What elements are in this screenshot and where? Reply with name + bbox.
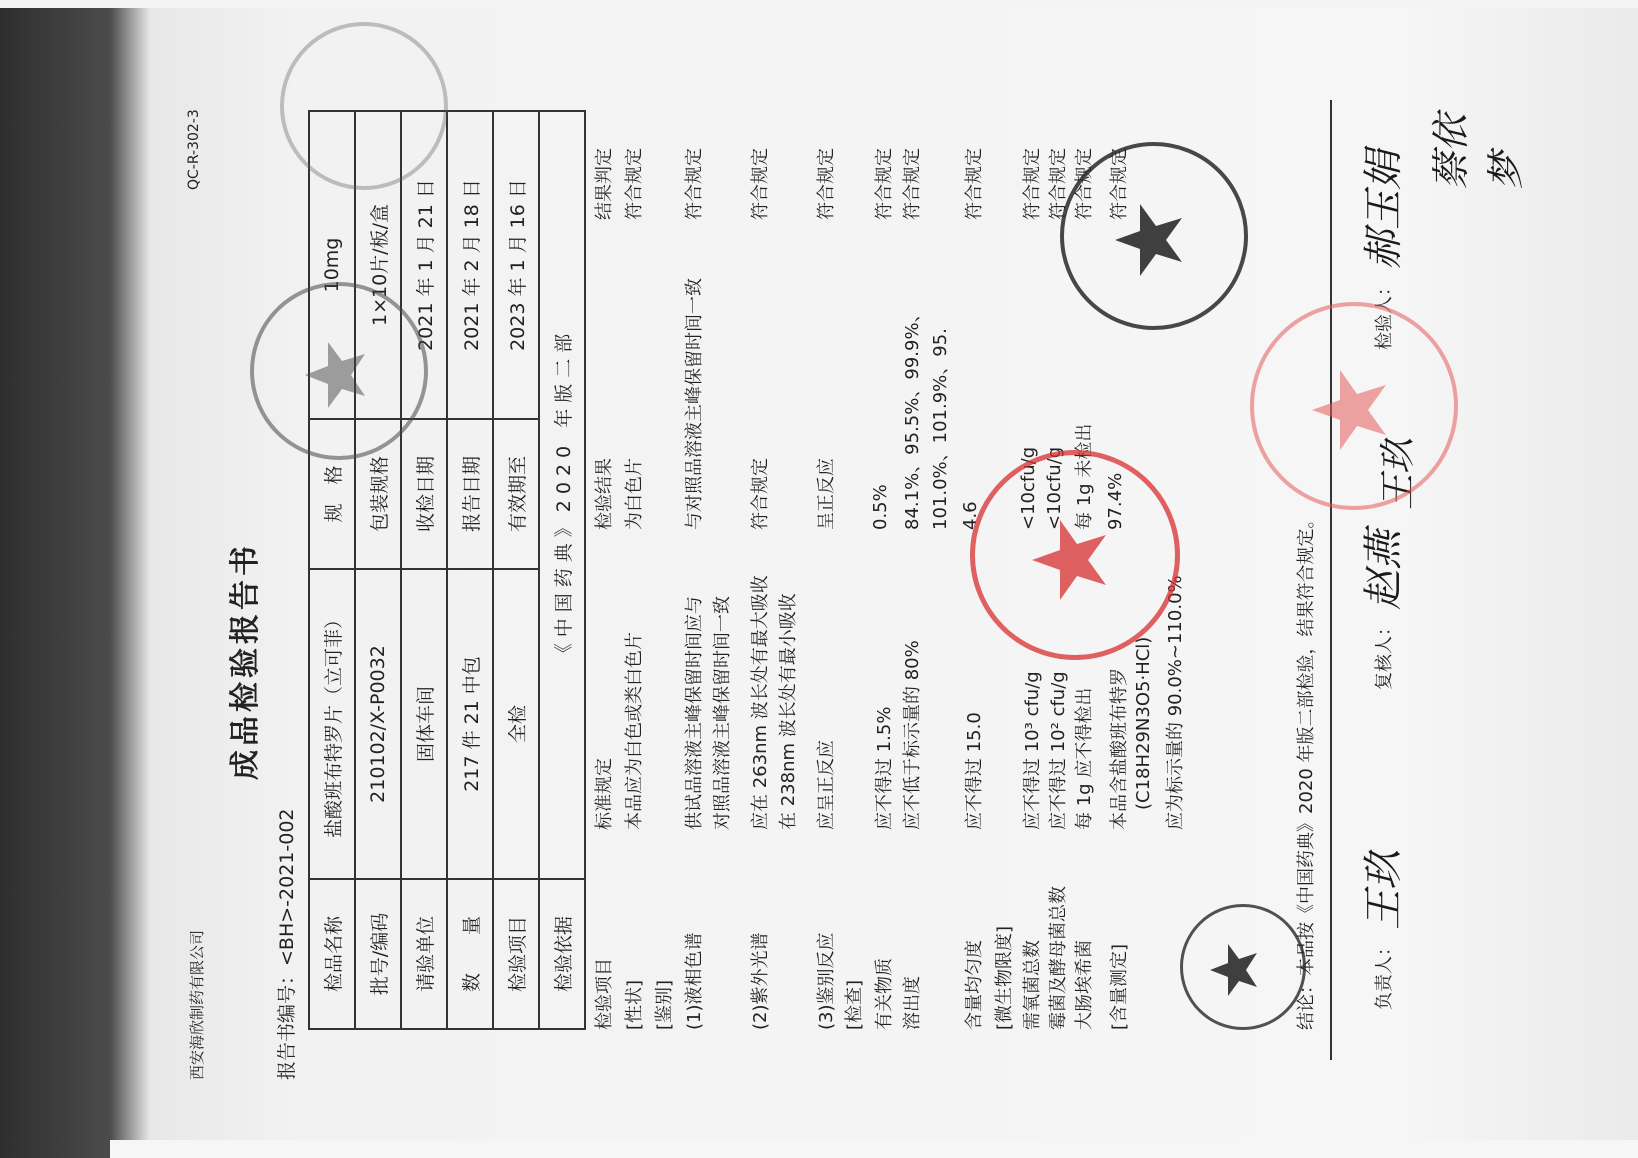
section-label: [微生物限度] [994,925,1015,1030]
standard-text: 本品应为白色或类白色片 [624,632,645,830]
inspector-signature: 郝玉娟 [1361,150,1407,270]
info-label: 请验单位 [401,879,447,1029]
basis-label: 检验依据 [539,879,585,1029]
info-label: 报告日期 [447,419,493,569]
header-item: 检验项目 [594,958,615,1030]
standard-text-line2: 在 238nm 波长处有最小吸收 [778,593,799,830]
section-label: [检查] [844,979,865,1030]
header-standard: 标准规定 [594,758,615,830]
info-label: 包装规格 [355,419,401,569]
black-stamp-star-icon [1060,150,1240,330]
judge-text: 符合规定 [964,148,985,220]
result-text: 0.5% [870,484,891,530]
qc-stamp-star-icon [1180,910,1300,1030]
conclusion-text: 结论：本品按《中国药典》2020 年版二部检验，结果符合规定。 [1296,510,1317,1030]
reviewer-signature: 赵燕 [1361,530,1407,610]
inspector-label: 检验人： [1374,278,1395,350]
report-title: 成品检验报告书 [228,542,263,780]
info-value: 2021 年 2 月 18 日 [447,111,493,419]
report-number [272,808,299,1080]
form-code: QC-R-302-3 [186,109,202,190]
item-label: 有关物质 [874,958,895,1030]
info-label: 规 格 [309,419,355,569]
info-value: 217 件 21 中包 [447,569,493,879]
reviewer-signature-2: 王玖 [1378,437,1419,510]
standard-text: 应不得过 10² cfu/g [1048,671,1069,830]
result-text: 呈正反应 [816,458,837,530]
judge-text: 符合规定 [1048,148,1069,220]
judge-text: 符合规定 [684,148,705,220]
info-value: 1×10片/板/盒 [355,111,401,419]
judge-text: 符合规定 [1022,148,1043,220]
judge-text: 符合规定 [816,148,837,220]
judge-text: 符合规定 [874,148,895,220]
standard-text-line2: (C18H29N3O5·HCl) [1133,636,1154,810]
result-text: 符合规定 [750,458,771,530]
info-table [308,110,586,1030]
info-label: 检验项目 [493,879,539,1029]
standard-text: 应不得过 1.5% [874,706,895,830]
header-result: 检验结果 [594,458,615,530]
item-label: (2)紫外光谱 [750,932,771,1030]
info-value: 2021 年 1 月 21 日 [401,111,447,419]
item-label: [性状] [624,979,645,1030]
company-stamp [250,282,428,460]
item-label: 霉菌及酵母菌总数 [1048,886,1069,1030]
standard-text: 应不低于标示量的 80% [902,640,923,830]
info-value: 10mg [309,111,355,419]
red-stamp-1 [970,450,1180,660]
black-stamp [1060,142,1248,330]
judge-text: 符合规定 [1109,148,1130,220]
info-label: 数 量 [447,879,493,1029]
report-number-label: 报告书编号： [276,965,298,1080]
responsible-signature: 王玖 [1361,850,1407,930]
responsible-label: 负责人： [1374,938,1395,1010]
standard-text: 应不得过 15.0 [964,712,985,830]
company-name: 西安海欣制药有限公司 [188,929,206,1080]
judge-text: 符合规定 [624,148,645,220]
item-label: 含量均匀度 [964,940,985,1030]
handwritten-signature: 蔡依梦 [1429,113,1528,190]
result-text: 为白色片 [624,458,645,530]
scan-edge-bottom [110,1140,1638,1158]
result-text: 每 1g 未检出 [1074,423,1095,530]
info-label: 收检日期 [401,419,447,569]
red-stamp-2-star-icon [1250,310,1450,510]
standard-text: 应不得过 10³ cfu/g [1022,671,1043,830]
item-label: [含量测定] [1109,943,1130,1030]
qc-stamp [1180,904,1306,1030]
signature-divider [1330,100,1332,1060]
faded-stamp [280,22,448,190]
scan-edge-top [0,0,1638,8]
info-row [493,111,539,1029]
standard-text: 每 1g 应不得检出 [1074,687,1095,830]
result-text: 84.1%、95.5%、99.9%、 [902,304,923,530]
item-label: (1)液相色谱 [684,932,705,1030]
info-value: 210102/X-P0032 [355,569,401,879]
basis-row [539,111,585,1029]
item-label: 需氧菌总数 [1022,940,1043,1030]
info-row [309,111,355,1029]
info-row [447,111,493,1029]
basis-value: 《中国药典》2020 年版二部 [539,111,585,879]
standard-text-line2: 对照品溶液主峰保留时间一致 [712,596,733,830]
red-stamp-2 [1250,302,1458,510]
section-label: [鉴别] [654,979,675,1030]
result-text: <10cfu/g [1018,446,1039,530]
standard-text: 供试品溶液主峰保留时间应与 [684,596,705,830]
standard-text-line3: 应为标示量的 90.0%~110.0% [1165,575,1186,830]
standard-text: 应在 263nm 波长处有最大吸收 [750,575,771,830]
item-label: (3)鉴别反应 [816,932,837,1030]
result-text-line2: 101.0%、101.9%、95. [930,328,951,530]
info-value: 固体车间 [401,569,447,879]
info-label: 有效期至 [493,419,539,569]
company-stamp-star-icon [250,290,420,460]
item-label: 大肠埃希菌 [1074,940,1095,1030]
info-value: 盐酸班布特罗片（立可菲） [309,569,355,879]
judge-text: 符合规定 [902,148,923,220]
info-value: 全检 [493,569,539,879]
red-stamp-1-star-icon [970,460,1170,660]
reviewer-label: 复核人： [1374,618,1395,690]
item-label: 溶出度 [902,976,923,1030]
result-text: 97.4% [1105,472,1126,530]
standard-text: 应呈正反应 [816,740,837,830]
info-value: 2023 年 1 月 16 日 [493,111,539,419]
report-number-value: <BH>-2021-002 [276,808,298,966]
judge-text: 符合规定 [750,148,771,220]
result-text: 4.6 [960,501,981,530]
info-row [401,111,447,1029]
inspection-report [180,90,1580,1090]
info-label: 检品名称 [309,879,355,1029]
result-text: <10cfu/g [1044,446,1065,530]
info-label: 批号/编码 [355,879,401,1029]
judge-text: 符合规定 [1074,148,1095,220]
info-row [355,111,401,1029]
result-text: 与对照品溶液主峰保留时间一致 [684,278,705,530]
standard-text: 本品含盐酸班布特罗 [1109,668,1130,830]
header-judge: 结果判定 [594,148,615,220]
